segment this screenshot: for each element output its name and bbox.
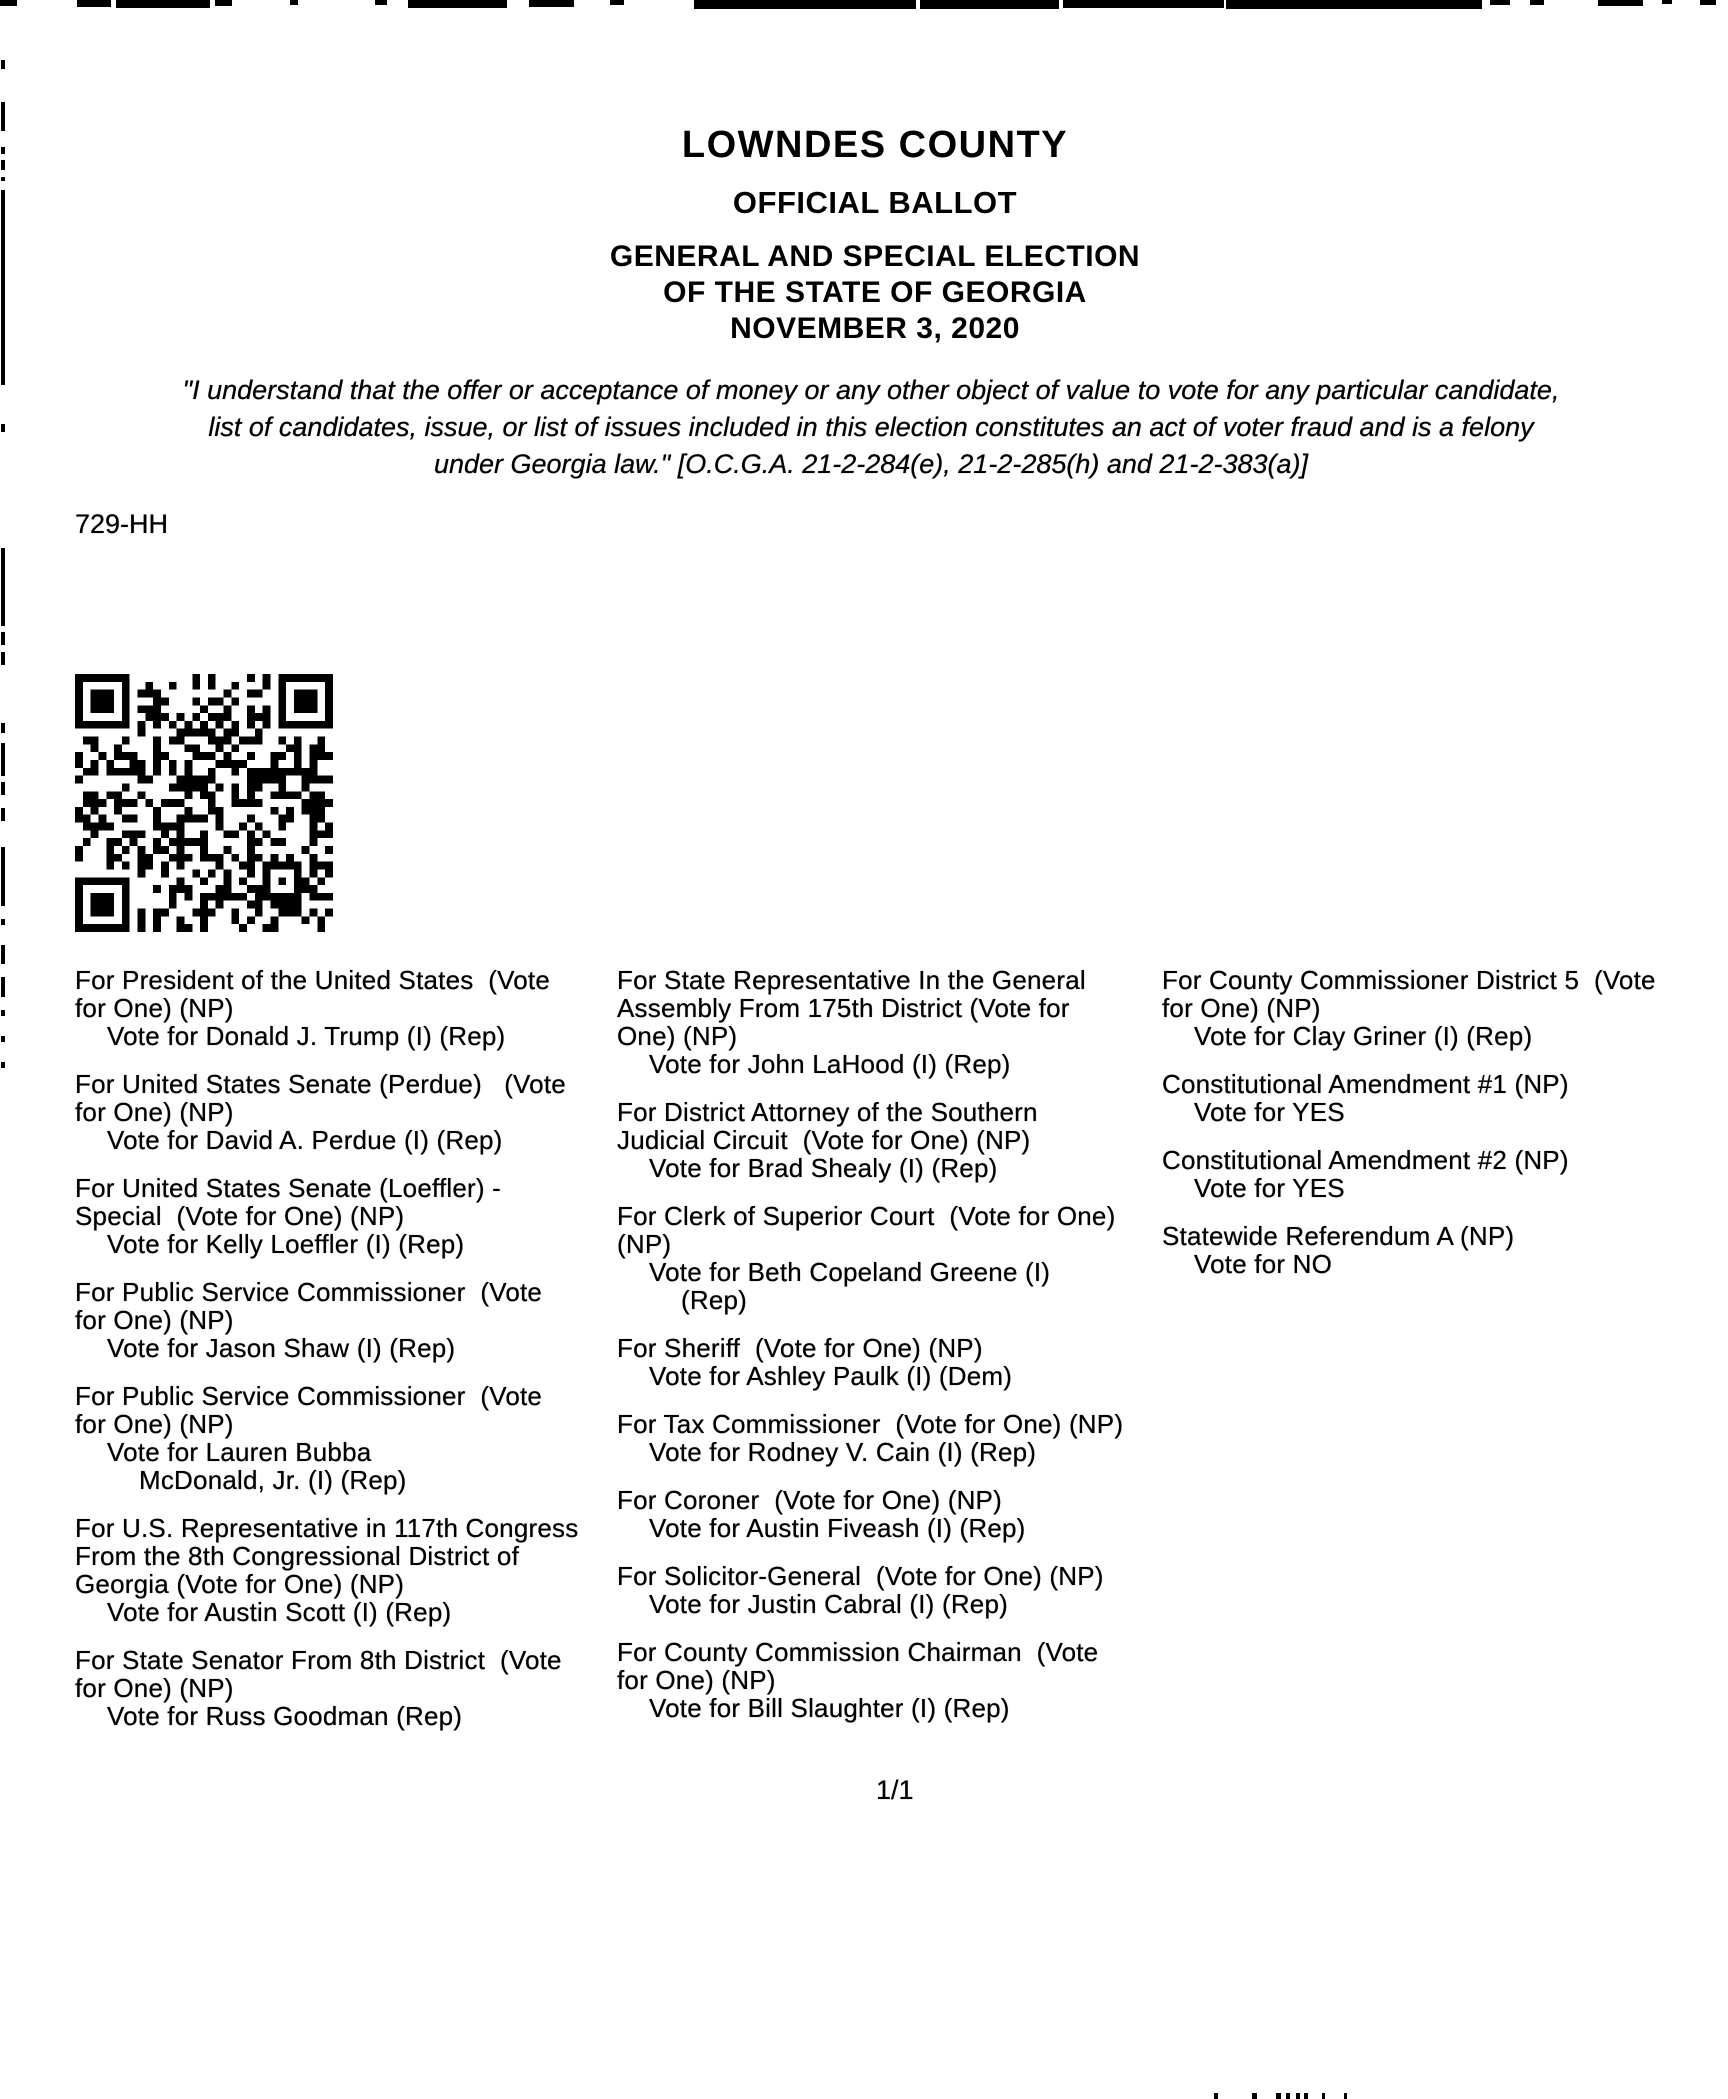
office-line: For President of the United States (Vote — [75, 965, 551, 995]
fraud-warning-line: under Georgia law." [O.C.G.A. 21-2-284(e), 21-2-285(h) and 21-2-383(a)] — [433, 449, 1309, 479]
vote-for-line: Vote for Jason Shaw (I) (Rep) — [107, 1333, 456, 1363]
contest-entry — [75, 1382, 615, 1494]
office-line: For County Commissioner District 5 (Vote — [1162, 965, 1656, 995]
scan-noise-mark — [1344, 2093, 1347, 2099]
contest-entry — [617, 1334, 1162, 1390]
contest-entry — [617, 966, 1162, 1078]
scan-noise-mark — [1276, 2093, 1281, 2099]
scan-noise-mark — [1, 1062, 5, 1068]
vote-for-line: Vote for Lauren Bubba — [107, 1437, 372, 1467]
scan-noise-mark — [77, 0, 111, 7]
vote-for-line: Vote for Ashley Paulk (I) (Dem) — [649, 1361, 1013, 1391]
contest-entry — [617, 1562, 1162, 1618]
contest-entry — [617, 1486, 1162, 1542]
scan-noise-mark — [375, 0, 387, 5]
contest-entry — [75, 1174, 615, 1258]
office-line: Special (Vote for One) (NP) — [75, 1201, 405, 1231]
contest-entry — [1162, 966, 1728, 1050]
office-line: Constitutional Amendment #1 (NP) — [1162, 1069, 1569, 1099]
office-line: For State Senator From 8th District (Vote — [75, 1645, 562, 1675]
vote-for-line: Vote for Kelly Loeffler (I) (Rep) — [107, 1229, 465, 1259]
vote-for-line: (Rep) — [681, 1285, 748, 1315]
qr-modules — [75, 674, 333, 932]
office-line: for One) (NP) — [75, 1409, 234, 1439]
office-line: for One) (NP) — [75, 1097, 234, 1127]
scan-noise-mark — [1, 652, 5, 665]
contest-entry — [75, 1646, 615, 1730]
scan-noise-mark — [1322, 2093, 1325, 2099]
scan-noise-mark — [290, 0, 298, 5]
fraud-warning-line: list of candidates, issue, or list of issues included in this election constitutes an act of voter fraud and is a felony — [208, 412, 1534, 442]
office-line: (NP) — [617, 1229, 672, 1259]
office-line: For U.S. Representative in 117th Congress — [75, 1513, 579, 1543]
office-line: for One) (NP) — [75, 1305, 234, 1335]
contest-entry — [1162, 1146, 1728, 1202]
office-line: Georgia (Vote for One) (NP) — [75, 1569, 405, 1599]
office-line: for One) (NP) — [617, 1665, 776, 1695]
vote-for-line: Vote for Brad Shealy (I) (Rep) — [649, 1153, 998, 1183]
vote-for-line: Vote for YES — [1194, 1097, 1345, 1127]
contest-entry — [617, 1202, 1162, 1314]
office-line: for One) (NP) — [75, 993, 234, 1023]
scan-noise-mark — [1, 945, 5, 964]
vote-for-line: Vote for YES — [1194, 1173, 1345, 1203]
scan-noise-mark — [1214, 2093, 1218, 2099]
office-line: From the 8th Congressional District of — [75, 1541, 519, 1571]
scan-noise-mark — [920, 0, 1059, 9]
scan-noise-mark — [610, 0, 624, 5]
election-title-line: NOVEMBER 3, 2020 — [730, 312, 1020, 345]
contest-entry — [617, 1098, 1162, 1182]
vote-for-line: Vote for David A. Perdue (I) (Rep) — [107, 1125, 503, 1155]
office-line: For Sheriff (Vote for One) (NP) — [617, 1333, 983, 1363]
vote-for-line: Vote for Donald J. Trump (I) (Rep) — [107, 1021, 506, 1051]
scan-noise-mark — [1226, 0, 1482, 9]
scan-noise-mark — [1700, 0, 1716, 5]
office-line: For Tax Commissioner (Vote for One) (NP) — [617, 1409, 1124, 1439]
contest-entry — [75, 1278, 615, 1362]
precinct-code: 729-HH — [75, 509, 169, 539]
office-line: Assembly From 175th District (Vote for — [617, 993, 1070, 1023]
ballot-type-title: OFFICIAL BALLOT — [732, 185, 1018, 220]
scan-noise-mark — [1, 919, 5, 925]
scan-noise-mark — [1296, 2093, 1300, 2099]
vote-for-line: Vote for Beth Copeland Greene (I) — [649, 1257, 1051, 1287]
contest-column-1 — [75, 966, 615, 1750]
scan-noise-mark — [1286, 2093, 1290, 2099]
scan-noise-mark — [1, 147, 5, 154]
contest-entry — [75, 1070, 615, 1154]
scan-noise-mark — [1, 548, 5, 626]
scan-noise-mark — [215, 0, 232, 6]
office-line: For County Commission Chairman (Vote — [617, 1637, 1099, 1667]
scan-noise-mark — [1063, 0, 1224, 8]
office-line: Statewide Referendum A (NP) — [1162, 1221, 1515, 1251]
election-title-line: OF THE STATE OF GEORGIA — [663, 276, 1087, 309]
vote-for-line: Vote for Austin Scott (I) (Rep) — [107, 1597, 452, 1627]
vote-for-line: Vote for NO — [1194, 1249, 1333, 1279]
scan-noise-mark — [1, 847, 5, 906]
office-line: For Public Service Commissioner (Vote — [75, 1277, 543, 1307]
office-line: For District Attorney of the Southern — [617, 1097, 1038, 1127]
scan-noise-mark — [116, 0, 210, 8]
vote-for-line: McDonald, Jr. (I) (Rep) — [139, 1465, 407, 1495]
office-line: For Coroner (Vote for One) (NP) — [617, 1485, 1002, 1515]
election-title — [22, 239, 1728, 347]
scan-noise-mark — [1, 723, 5, 733]
scan-noise-mark — [1490, 0, 1510, 5]
scan-noise-mark — [1252, 2093, 1257, 2099]
page-number: 1/1 — [876, 1775, 914, 1805]
contest-entry — [617, 1410, 1162, 1466]
scan-noise-mark — [1, 1010, 5, 1016]
scan-noise-mark — [0, 0, 17, 6]
voter-fraud-warning — [26, 372, 1716, 483]
election-title-line: GENERAL AND SPECIAL ELECTION — [609, 240, 1141, 273]
contest-entry — [75, 1514, 615, 1626]
office-line: for One) (NP) — [75, 1673, 234, 1703]
scan-noise-mark — [1, 102, 5, 131]
scan-noise-mark — [1, 177, 5, 181]
ballot-qr-code — [75, 674, 333, 932]
scan-noise-mark — [694, 0, 916, 9]
contest-entry — [1162, 1222, 1728, 1278]
scan-noise-mark — [1, 1036, 5, 1042]
office-line: For Public Service Commissioner (Vote — [75, 1381, 543, 1411]
scan-noise-mark — [1, 808, 5, 821]
office-line: One) (NP) — [617, 1021, 738, 1051]
vote-for-line: Vote for Austin Fiveash (I) (Rep) — [649, 1513, 1026, 1543]
contest-column-3 — [1162, 966, 1728, 1298]
vote-for-line: Vote for Bill Slaughter (I) (Rep) — [649, 1693, 1010, 1723]
scan-noise-mark — [1, 632, 5, 645]
vote-for-line: Vote for Rodney V. Cain (I) (Rep) — [649, 1437, 1037, 1467]
scan-noise-mark — [1, 190, 5, 385]
vote-for-line: Vote for Russ Goodman (Rep) — [107, 1701, 463, 1731]
office-line: for One) (NP) — [1162, 993, 1321, 1023]
contest-entry — [75, 966, 615, 1050]
scan-noise-mark — [1, 424, 5, 432]
vote-for-line: Vote for Justin Cabral (I) (Rep) — [649, 1589, 1008, 1619]
scan-noise-mark — [1, 977, 5, 997]
office-line: Constitutional Amendment #2 (NP) — [1162, 1145, 1569, 1175]
scan-noise-mark — [529, 0, 574, 7]
office-line: Judicial Circuit (Vote for One) (NP) — [617, 1125, 1031, 1155]
office-line: For State Representative In the General — [617, 965, 1086, 995]
office-line: For United States Senate (Perdue) (Vote — [75, 1069, 566, 1099]
scan-noise-mark — [1, 60, 5, 69]
contest-column-2 — [617, 966, 1162, 1742]
scan-noise-mark — [1530, 0, 1544, 5]
office-line: For Solicitor-General (Vote for One) (NP) — [617, 1561, 1104, 1591]
scan-noise-mark — [1, 160, 5, 170]
scan-noise-mark — [1598, 0, 1643, 6]
contest-entry — [1162, 1070, 1728, 1126]
vote-for-line: Vote for John LaHood (I) (Rep) — [649, 1049, 1011, 1079]
scan-noise-mark — [1, 743, 5, 776]
county-title: LOWNDES COUNTY — [681, 124, 1069, 166]
scan-noise-mark — [1662, 0, 1672, 4]
fraud-warning-line: "I understand that the offer or acceptance of money or any other object of value to vote for any particular candidate, — [182, 375, 1560, 405]
contest-entry — [617, 1638, 1162, 1722]
scan-noise-mark — [1, 782, 5, 795]
scan-noise-mark — [1304, 2093, 1308, 2099]
vote-for-line: Vote for Clay Griner (I) (Rep) — [1194, 1021, 1533, 1051]
office-line: For Clerk of Superior Court (Vote for One) — [617, 1201, 1116, 1231]
office-line: For United States Senate (Loeffler) - — [75, 1173, 502, 1203]
scan-noise-mark — [408, 0, 507, 8]
